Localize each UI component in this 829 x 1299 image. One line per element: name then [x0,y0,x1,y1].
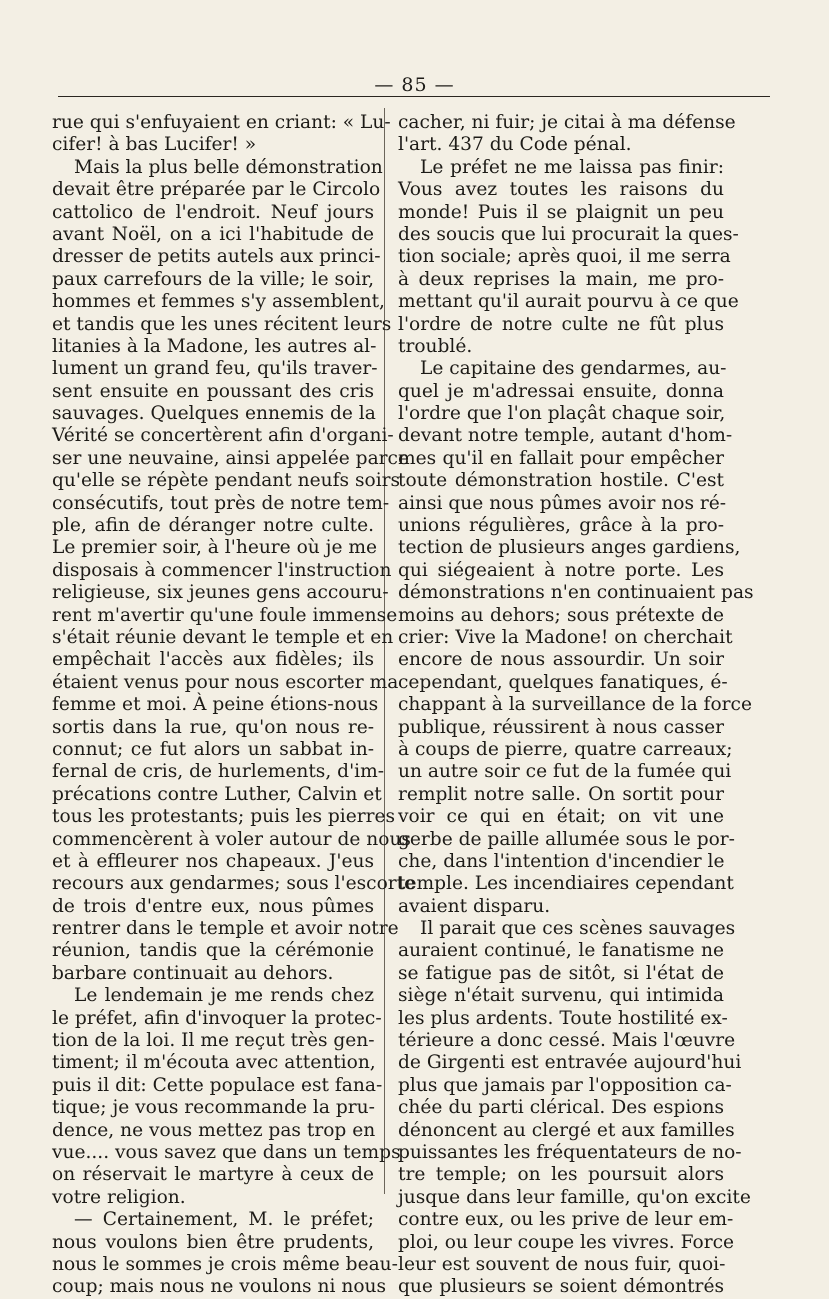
text-line: rue qui s'enfuyaient en criant: « Lu- [52,112,391,133]
text-line: mettant qu'il aurait pourvu à ce que [398,291,739,313]
text-line: les plus ardents. Toute hostilité ex- [398,1007,728,1029]
text-line: de Girgenti est entravée aujourd'hui [398,1052,742,1074]
text-line: femme et moi. À peine étions-nous [52,694,379,716]
text-line: se fatigue pas de sitôt, si l'état de [398,962,724,984]
text-line: cependant, quelques fanatiques, é- [398,671,728,693]
column-divider [384,108,385,1194]
text-line: qui siégeaient à notre porte. Les [398,559,724,581]
text-line: cifer! à bas Lucifer! » [52,134,257,156]
text-line: Le premier soir, à l'heure où je me [52,537,377,559]
text-line: sauvages. Quelques ennemis de la [52,403,376,425]
text-line: religieuse, six jeunes gens accouru- [52,582,389,604]
text-line: sent ensuite en poussant des cris [52,380,374,402]
text-line: térieure a donc cessé. Mais l'œuvre [398,1030,736,1052]
text-line: Vérité se concertèrent afin d'organi- [52,425,394,447]
text-line: et à effleurer nos chapeaux. J'eus [52,850,374,872]
text-line: dénoncent au clergé et aux familles [398,1119,735,1141]
text-line: voir ce qui en était; on vit une [398,806,724,828]
text-line: cattolico de l'endroit. Neuf jours [52,201,374,223]
text-line: l'ordre que l'on plaçât chaque soir, [398,403,726,425]
text-line: timent; il m'écouta avec attention, [52,1052,376,1074]
text-line: unions régulières, grâce à la pro- [398,515,724,537]
text-line: votre religion. [52,1186,186,1208]
text-line: barbare continuait au dehors. [52,962,334,984]
text-line: l'ordre de notre culte ne fût plus [398,313,724,335]
page-number: — 85 — [374,74,455,96]
text-line: litanies à la Madone, les autres al- [52,335,377,357]
text-line: jusque dans leur famille, qu'on excite [398,1186,751,1208]
text-line: cacher, ni fuir; je citai à ma défense [398,112,736,133]
text-line: et tandis que les unes récitent leurs [52,313,392,335]
text-line: ainsi que nous pûmes avoir nos ré- [398,492,727,514]
text-line: Il parait que ces scènes sauvages [420,918,736,940]
text-line: Le préfet ne me laissa pas finir: [420,156,724,178]
text-line: avant Noël, on a ici l'habitude de [52,223,374,245]
text-line: toute démonstration hostile. C'est [398,470,724,492]
text-line: s'était réunie devant le temple et en [52,626,394,648]
text-line: Vous avez toutes les raisons du [398,179,724,201]
text-line: empêchait l'accès aux fidèles; ils [52,649,374,671]
text-line: démonstrations n'en continuaient pas [398,582,754,604]
text-line: que plusieurs se soient démontrés [398,1276,724,1298]
text-line: plus que jamais par l'opposition ca- [398,1074,732,1096]
text-line: auraient continué, le fanatisme ne [398,940,724,962]
text-line: paux carrefours de la ville; le soir, [52,268,374,290]
text-line: recours aux gendarmes; sous l'escorte [52,873,416,895]
text-line: Le capitaine des gendarmes, au- [420,358,727,380]
text-line: à coups de pierre, quatre carreaux; [398,738,733,760]
text-line: ser une neuvaine, ainsi appelée parce [52,447,409,469]
text-line: coup; mais nous ne voulons ni nous [52,1276,387,1298]
text-line: puis il dit: Cette populace est fana- [52,1074,383,1096]
text-line: rent m'avertir qu'une foule immense [52,604,398,626]
text-line: — Certainement, M. le préfet; [74,1209,374,1231]
text-line: quel je m'adressai ensuite, donna [398,380,724,402]
text-line: chappant à la surveillance de la force [398,694,752,716]
text-line: qu'elle se répète pendant neufs soirs [52,470,401,492]
text-line: crier: Vive la Madone! on cherchait [398,626,733,648]
text-line: des soucis que lui procurait la ques- [398,223,739,245]
text-line: dence, ne vous mettez pas trop en [52,1119,376,1141]
text-line: le préfet, afin d'invoquer la protec- [52,1007,382,1029]
text-line: lument un grand feu, qu'ils traver- [52,358,378,380]
text-line: nous voulons bien être prudents, [52,1231,374,1253]
text-line: mes qu'il en fallait pour empêcher [398,447,724,469]
text-line: dresser de petits autels aux princi- [52,246,381,268]
text-line: devant notre temple, autant d'hom- [398,425,733,447]
text-line: Le lendemain je me rends chez [74,985,374,1007]
text-line: hommes et femmes s'y assemblent, [52,291,385,313]
text-line: sortis dans la rue, qu'on nous re- [52,716,374,738]
text-line: publique, réussirent à nous casser [398,716,724,738]
text-line: troublé. [398,335,473,357]
text-line: devait être préparée par le Circolo [52,179,381,201]
text-line: chée du parti clérical. Des espions [398,1097,724,1119]
text-line: vue.... vous savez que dans un temps [52,1141,401,1163]
text-line: nous le sommes je crois même beau- [52,1253,398,1275]
text-line: commencèrent à voler autour de nous [52,828,411,850]
text-line: tre temple; on les poursuit alors [398,1164,724,1186]
text-line: rentrer dans le temple et avoir notre [52,918,399,940]
text-line: on réservait le martyre à ceux de [52,1164,374,1186]
text-line: étaient venus pour nous escorter ma [52,671,399,693]
text-line: che, dans l'intention d'incendier le [398,850,725,872]
text-line: précations contre Luther, Calvin et [52,783,382,805]
text-line: puissantes les fréquentateurs de no- [398,1141,742,1163]
text-line: gerbe de paille allumée sous le por- [398,828,735,850]
text-line: tique; je vous recommande la pru- [52,1097,375,1119]
header-rule [58,96,770,97]
text-line: tection de plusieurs anges gardiens, [398,537,741,559]
text-line: tion de la loi. Il me reçut très gen- [52,1030,375,1052]
text-line: siège n'était survenu, qui intimida [398,985,724,1007]
text-line: avaient disparu. [398,895,551,917]
text-line: l'art. 437 du Code pénal. [398,134,632,156]
text-line: contre eux, ou les prive de leur em- [398,1209,734,1231]
text-line: leur est souvent de nous fuir, quoi- [398,1253,726,1275]
text-line: ploi, ou leur coupe les vivres. Force [398,1231,735,1253]
text-line: de trois d'entre eux, nous pûmes [52,895,374,917]
text-line: moins au dehors; sous prétexte de [398,604,724,626]
text-line: réunion, tandis que la cérémonie [52,940,374,962]
text-line: Mais la plus belle démonstration [74,156,383,178]
left-column [52,112,416,1299]
text-line: remplit notre salle. On sortit pour [398,783,724,805]
text-line: tion sociale; après quoi, il me serra [398,246,731,268]
text-line: un autre soir ce fut de la fumée qui [398,761,732,783]
text-line: ple, afin de déranger notre culte. [52,515,374,537]
text-line: encore de nous assourdir. Un soir [398,649,724,671]
text-line: monde! Puis il se plaignit un peu [398,201,724,223]
text-line: disposais à commencer l'instruction [52,559,392,581]
text-line: consécutifs, tout près de notre tem- [52,492,390,514]
text-line: temple. Les incendiaires cependant [398,873,734,895]
text-line: à deux reprises la main, me pro- [398,268,724,290]
right-column [398,112,754,1299]
text-line: tous les protestants; puis les pierres [52,806,396,828]
text-line: fernal de cris, de hurlements, d'im- [52,761,385,783]
text-line: connut; ce fut alors un sabbat in- [52,738,374,760]
